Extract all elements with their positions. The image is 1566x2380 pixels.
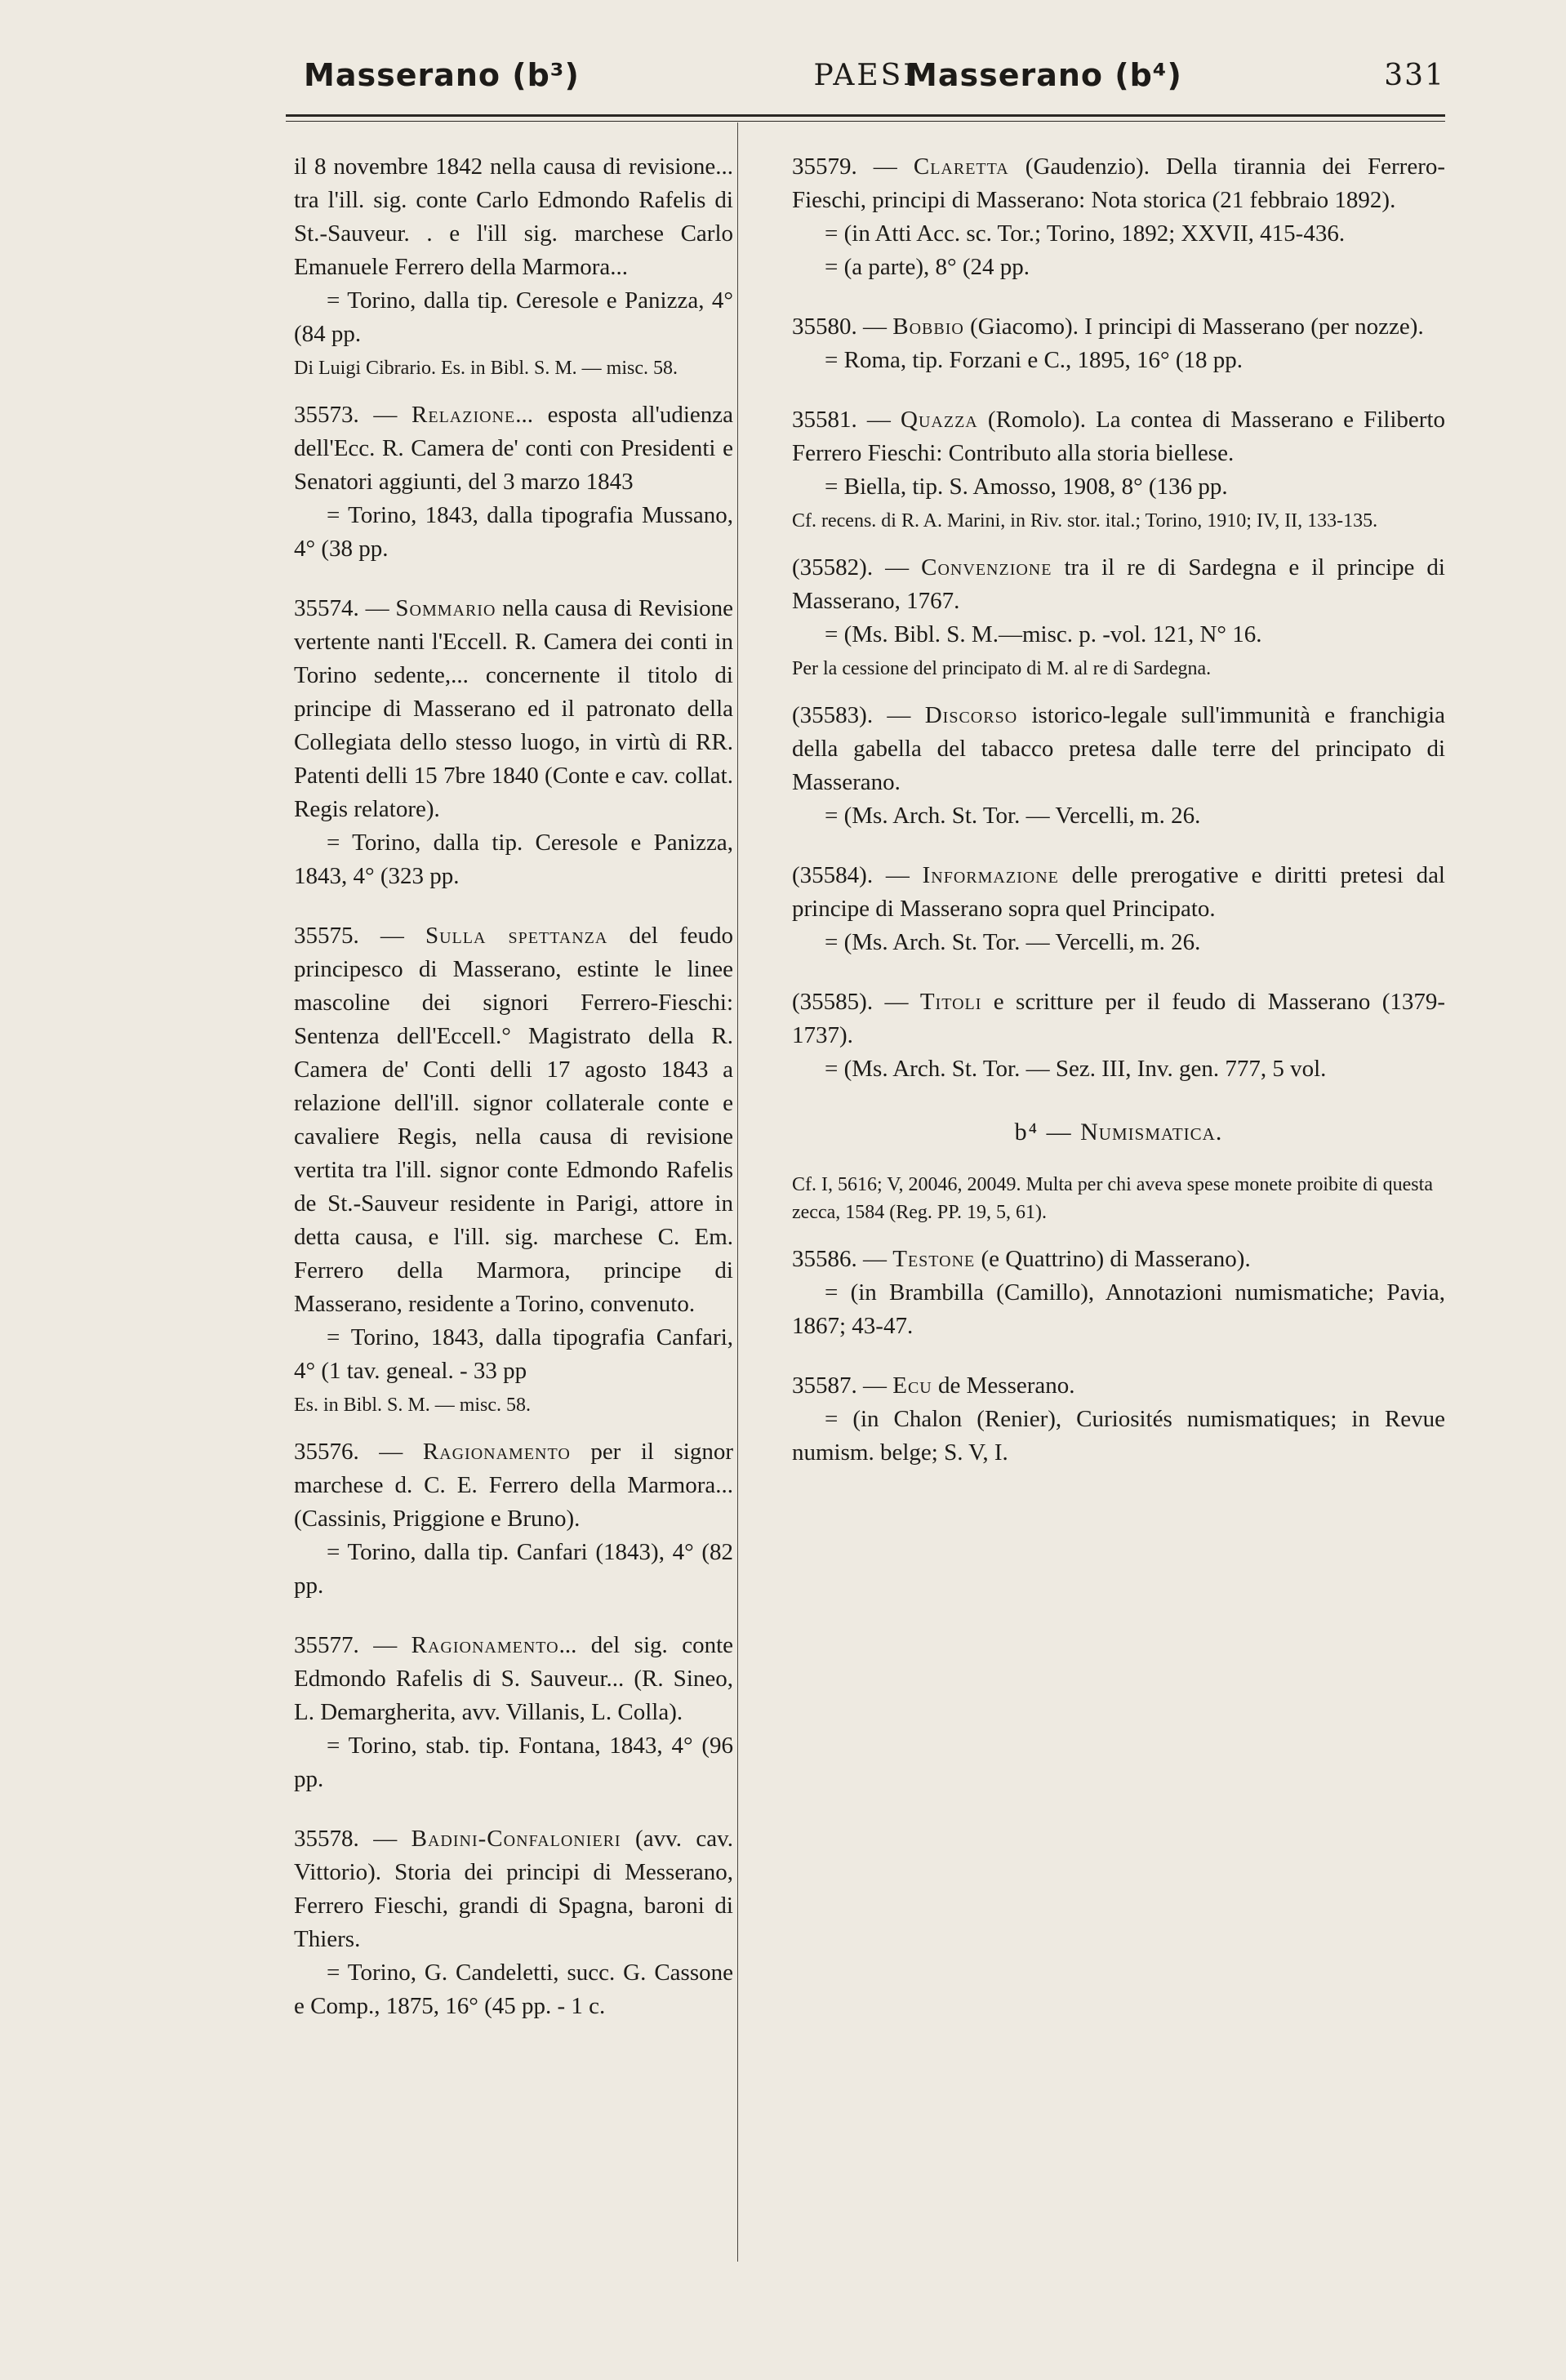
entry-publication: = Roma, tip. Forzani e C., 1895, 16° (18 pp.	[825, 347, 1243, 373]
entry-head: Claretta	[913, 153, 1009, 180]
entry-publication: = Torino, dalla tip. Canfari (1843), 4° (82 pp.	[294, 1539, 733, 1599]
header-rule-thin	[286, 121, 1445, 122]
entry-number: 35576.	[294, 1439, 359, 1465]
entry-number: 35577.	[294, 1632, 359, 1658]
entry-publication: = (Ms. Arch. St. Tor. — Vercelli, m. 26.	[825, 929, 1201, 955]
entry-publication: = Torino, 1843, dalla tipografia Canfari, 4° (1 tav. geneal. - 33 pp	[294, 1324, 733, 1384]
section-name: Numismatica.	[1080, 1119, 1223, 1146]
left-column	[294, 150, 733, 2033]
entry-body: (Giacomo). I principi di Masserano (per nozze).	[970, 314, 1424, 340]
entry-35578: 35578. — Badini-Confalonieri (avv. cav. Vittorio). Storia dei principi di Messerano, Ferrero Fieschi, grandi di Spagna, baroni di Thiers. = Torino, G. Candeletti, succ. G. Cassone e Comp., 1875, 16° (45 pp. - 1 c.	[294, 1822, 733, 2023]
entry-head: Testone	[892, 1246, 976, 1272]
entry-head: Discorso	[924, 702, 1018, 728]
entry-number: 35573.	[294, 402, 359, 428]
entry-number: 35579.	[792, 153, 857, 180]
entry-body: nella causa di Revisione vertente nanti l'Eccell. R. Camera dei conti in Torino sedente,... concernente il titolo di principe di Masserano ed il patronato della Collegiata dello stesso luogo, in virtù di RR. Patenti delli 15 7bre 1840 (Conte e cav. collat. Regis relatore).	[294, 595, 734, 822]
entry-publication: = (in Chalon (Renier), Curiosités numismatiques; in Revue numism. belge; S. V, I.	[792, 1406, 1445, 1466]
entry-number: (35583).	[792, 702, 874, 728]
entry-35573: 35573. — Relazione... esposta all'udienza dell'Ecc. R. Camera de' conti con Presidenti e Senatori aggiunti, del 3 marzo 1843 = Torino, 1843, dalla tipografia Mussano, 4° (38 pp.	[294, 398, 733, 566]
entry-body: del feudo principesco di Masserano, estinte le linee mascoline dei signori Ferrero-Fieschi: Sentenza dell'Eccell.° Magistrato della R. Camera de' Conti delli 17 agosto 1843 a relazione dell'ill. signor collaterale conte e cavaliere Regis, nella causa di revisione vertita tra l'ill. signor conte Edmondo Rafelis de St.-Sauveur residente in Parigi, attore in detta causa, e l'ill. sig. marchese C. Em. Ferrero della Marmora, principe di Masserano, residente a Torino, convenuto.	[294, 923, 734, 1317]
entry-number: (35584).	[792, 862, 874, 888]
entry-body: delle prerogative e diritti pretesi dal principe di Masserano sopra quel Principato.	[792, 862, 1445, 922]
entry-35580: 35580. — Bobbio (Giacomo). I principi di Masserano (per nozze). = Roma, tip. Forzani e C., 1895, 16° (18 pp.	[792, 310, 1445, 377]
entry-head: Relazione	[412, 402, 516, 428]
page-number: 331	[1384, 59, 1445, 92]
entry-note: Di Luigi Cibrario. Es. in Bibl. S. M. — misc. 58.	[294, 358, 678, 379]
entry-number: 35581.	[792, 407, 857, 433]
entry-body: de Messerano.	[938, 1372, 1075, 1399]
entry-number: (35582).	[792, 554, 874, 581]
entry-publication: = Torino, stab. tip. Fontana, 1843, 4° (96 pp.	[294, 1733, 733, 1792]
page-header	[286, 51, 1445, 108]
section-heading-numismatica: b⁴ — Numismatica.	[1014, 1119, 1223, 1146]
entry-publication: = Torino, 1843, dalla tipografia Mussano, 4° (38 pp.	[294, 502, 733, 562]
entry-head: Bobbio	[892, 314, 964, 340]
entry-publication-offprint: = (a parte), 8° (24 pp.	[825, 254, 1030, 280]
entry-head: Titoli	[919, 989, 982, 1015]
entry-body: il 8 novembre 1842 nella causa di revisione... tra l'ill. sig. conte Carlo Edmondo Rafelis di St.-Sauveur. . e l'ill sig. marchese Carlo Emanuele Ferrero della Marmora...	[294, 153, 733, 280]
section-note: Cf. I, 5616; V, 20046, 20049. Multa per chi aveva spese monete proibite di questa zecca, 1584 (Reg. PP. 19, 5, 61).	[792, 1174, 1433, 1223]
header-center-title: PAESI	[813, 59, 918, 92]
entry-body: e scritture per il feudo di Masserano (1379-1737).	[792, 989, 1446, 1048]
entry-publication: = Torino, dalla tip. Ceresole e Panizza, 1843, 4° (323 pp.	[294, 830, 733, 889]
entry-head: Quazza	[901, 407, 978, 433]
entry-head: Ragionamento	[422, 1439, 571, 1465]
entry-number: 35587.	[792, 1372, 857, 1399]
entry-head: Ragionamento	[411, 1632, 559, 1658]
entry-head: Sommario	[395, 595, 496, 621]
entry-35582: (35582). — Convenzione tra il re di Sardegna e il principe di Masserano, 1767. = (Ms. Bibl. S. M.—misc. p. -vol. 121, N° 16. Per la cessione del principato di M. al re di Sardegna.	[792, 551, 1445, 683]
header-left-title: Masserano (b³)	[304, 57, 580, 93]
entry-publication: = (Ms. Arch. St. Tor. — Vercelli, m. 26.	[825, 803, 1201, 829]
header-right-title: Masserano (b⁴)	[906, 57, 1182, 93]
entry-number: 35574.	[294, 595, 359, 621]
entry-35585: (35585). — Titoli e scritture per il feudo di Masserano (1379-1737). = (Ms. Arch. St. Tor. — Sez. III, Inv. gen. 777, 5 vol.	[792, 985, 1445, 1086]
right-column	[792, 150, 1445, 1479]
header-rule	[286, 114, 1445, 117]
entry-35581: 35581. — Quazza (Romolo). La contea di Masserano e Filiberto Ferrero Fieschi: Contributo alla storia biellese. = Biella, tip. S. Amosso, 1908, 8° (136 pp. Cf. recens. di R. A. Marini, in Riv. stor. ital.; Torino, 1910; IV, II, 133-135.	[792, 403, 1445, 535]
column-divider	[737, 122, 738, 2262]
entry-body: per il signor marchese d. C. E. Ferrero della Marmora... (Cassinis, Priggione e Bruno).	[294, 1439, 734, 1532]
entry-note: Per la cessione del principato di M. al re di Sardegna.	[792, 658, 1212, 679]
entry-35576: 35576. — Ragionamento per il signor marchese d. C. E. Ferrero della Marmora... (Cassinis, Priggione e Bruno). = Torino, dalla tip. Canfari (1843), 4° (82 pp.	[294, 1435, 733, 1603]
entry-continuation	[294, 150, 733, 382]
entry-publication: = (Ms. Arch. St. Tor. — Sez. III, Inv. gen. 777, 5 vol.	[825, 1056, 1327, 1082]
entry-35583: (35583). — Discorso istorico-legale sull'immunità e franchigia della gabella del tabacco pretesa dalle terre del principato di Masserano. = (Ms. Arch. St. Tor. — Vercelli, m. 26.	[792, 699, 1445, 833]
entry-35579: 35579. — Claretta (Gaudenzio). Della tirannia dei Ferrero-Fieschi, principi di Masserano: Nota storica (21 febbraio 1892). = (in Atti Acc. sc. Tor.; Torino, 1892; XXVII, 415-436. = (a parte), 8° (24 pp.	[792, 150, 1445, 284]
entry-note: Cf. recens. di R. A. Marini, in Riv. stor. ital.; Torino, 1910; IV, II, 133-135.	[792, 510, 1378, 532]
entry-body: istorico-legale sull'immunità e franchigia della gabella del tabacco pretesa dalle terre del principato di Masserano.	[792, 702, 1445, 795]
entry-publication: = (in Atti Acc. sc. Tor.; Torino, 1892; XXVII, 415-436.	[825, 220, 1346, 247]
entry-publication: = (in Brambilla (Camillo), Annotazioni numismatiche; Pavia, 1867; 43-47.	[792, 1279, 1445, 1339]
entry-35587: 35587. — Ecu de Messerano. = (in Chalon (Renier), Curiosités numismatiques; in Revue numism. belge; S. V, I.	[792, 1369, 1445, 1470]
entry-number: 35578.	[294, 1826, 359, 1852]
entry-number: 35586.	[792, 1246, 857, 1272]
entry-body: tra il re di Sardegna e il principe di Masserano, 1767.	[792, 554, 1445, 614]
entry-number: 35575.	[294, 923, 359, 949]
entry-head: Convenzione	[921, 554, 1052, 581]
entry-35574: 35574. — Sommario nella causa di Revisione vertente nanti l'Eccell. R. Camera dei conti in Torino sedente,... concernente il titolo di principe di Masserano ed il patronato della Collegiata dello stesso luogo, in virtù di RR. Patenti delli 15 7bre 1840 (Conte e cav. collat. Regis relatore). = Torino, dalla tip. Ceresole e Panizza, 1843, 4° (323 pp.	[294, 592, 733, 893]
entry-35577: 35577. — Ragionamento... del sig. conte Edmondo Rafelis di S. Sauveur... (R. Sineo, L. Demargherita, avv. Villanis, L. Colla). = Torino, stab. tip. Fontana, 1843, 4° (96 pp.	[294, 1629, 733, 1796]
entry-number: (35585).	[792, 989, 874, 1015]
entry-publication: = Torino, dalla tip. Ceresole e Panizza, 4° (84 pp.	[294, 287, 733, 347]
entry-body: (e Quattrino) di Masserano).	[981, 1246, 1251, 1272]
entry-head: Badini-Confalonieri	[411, 1826, 621, 1852]
entry-body: ... del sig. conte Edmondo Rafelis di S. Sauveur... (R. Sineo, L. Demargherita, avv. Villanis, L. Colla).	[294, 1632, 734, 1725]
entry-head: Informazione	[922, 862, 1059, 888]
section-prefix: b⁴	[1014, 1119, 1039, 1146]
entry-number: 35580.	[792, 314, 857, 340]
entry-publication: = Biella, tip. S. Amosso, 1908, 8° (136 pp.	[825, 474, 1228, 500]
entry-35575: 35575. — Sulla spettanza del feudo principesco di Masserano, estinte le linee mascoline dei signori Ferrero-Fieschi: Sentenza dell'Eccell.° Magistrato della R. Camera de' Conti delli 17 agosto 1843 a relazione dell'ill. signor collaterale conte e cavaliere Regis, nella causa di revisione vertita tra l'ill. signor conte Edmondo Rafelis de St.-Sauveur residente in Parigi, attore in detta causa, e l'ill. sig. marchese C. Em. Ferrero della Marmora, principe di Masserano, residente a Torino, convenuto. = Torino, 1843, dalla tipografia Canfari, 4° (1 tav. geneal. - 33 pp Es. in Bibl. S. M. — misc. 58.	[294, 919, 733, 1419]
entry-note: Es. in Bibl. S. M. — misc. 58.	[294, 1395, 532, 1416]
entry-body: ... esposta all'udienza dell'Ecc. R. Camera de' conti con Presidenti e Senatori aggiunti, del 3 marzo 1843	[294, 402, 733, 495]
entry-35586: 35586. — Testone (e Quattrino) di Masserano). = (in Brambilla (Camillo), Annotazioni numismatiche; Pavia, 1867; 43-47.	[792, 1243, 1445, 1343]
entry-publication: = (Ms. Bibl. S. M.—misc. p. -vol. 121, N° 16.	[825, 621, 1262, 647]
entry-publication: = Torino, G. Candeletti, succ. G. Cassone e Comp., 1875, 16° (45 pp. - 1 c.	[294, 1960, 733, 2019]
entry-body: (Romolo). La contea di Masserano e Filiberto Ferrero Fieschi: Contributo alla storia biellese.	[792, 407, 1446, 466]
entry-head: Sulla spettanza	[425, 923, 608, 949]
entry-body: (Gaudenzio). Della tirannia dei Ferrero-Fieschi, principi di Masserano: Nota storica (21 febbraio 1892).	[792, 153, 1446, 213]
entry-head: Ecu	[892, 1372, 932, 1399]
entry-35584: (35584). — Informazione delle prerogative e diritti pretesi dal principe di Masserano sopra quel Principato. = (Ms. Arch. St. Tor. — Vercelli, m. 26.	[792, 859, 1445, 959]
entry-body: (avv. cav. Vittorio). Storia dei principi di Messerano, Ferrero Fieschi, grandi di Spagna, baroni di Thiers.	[294, 1826, 733, 1952]
